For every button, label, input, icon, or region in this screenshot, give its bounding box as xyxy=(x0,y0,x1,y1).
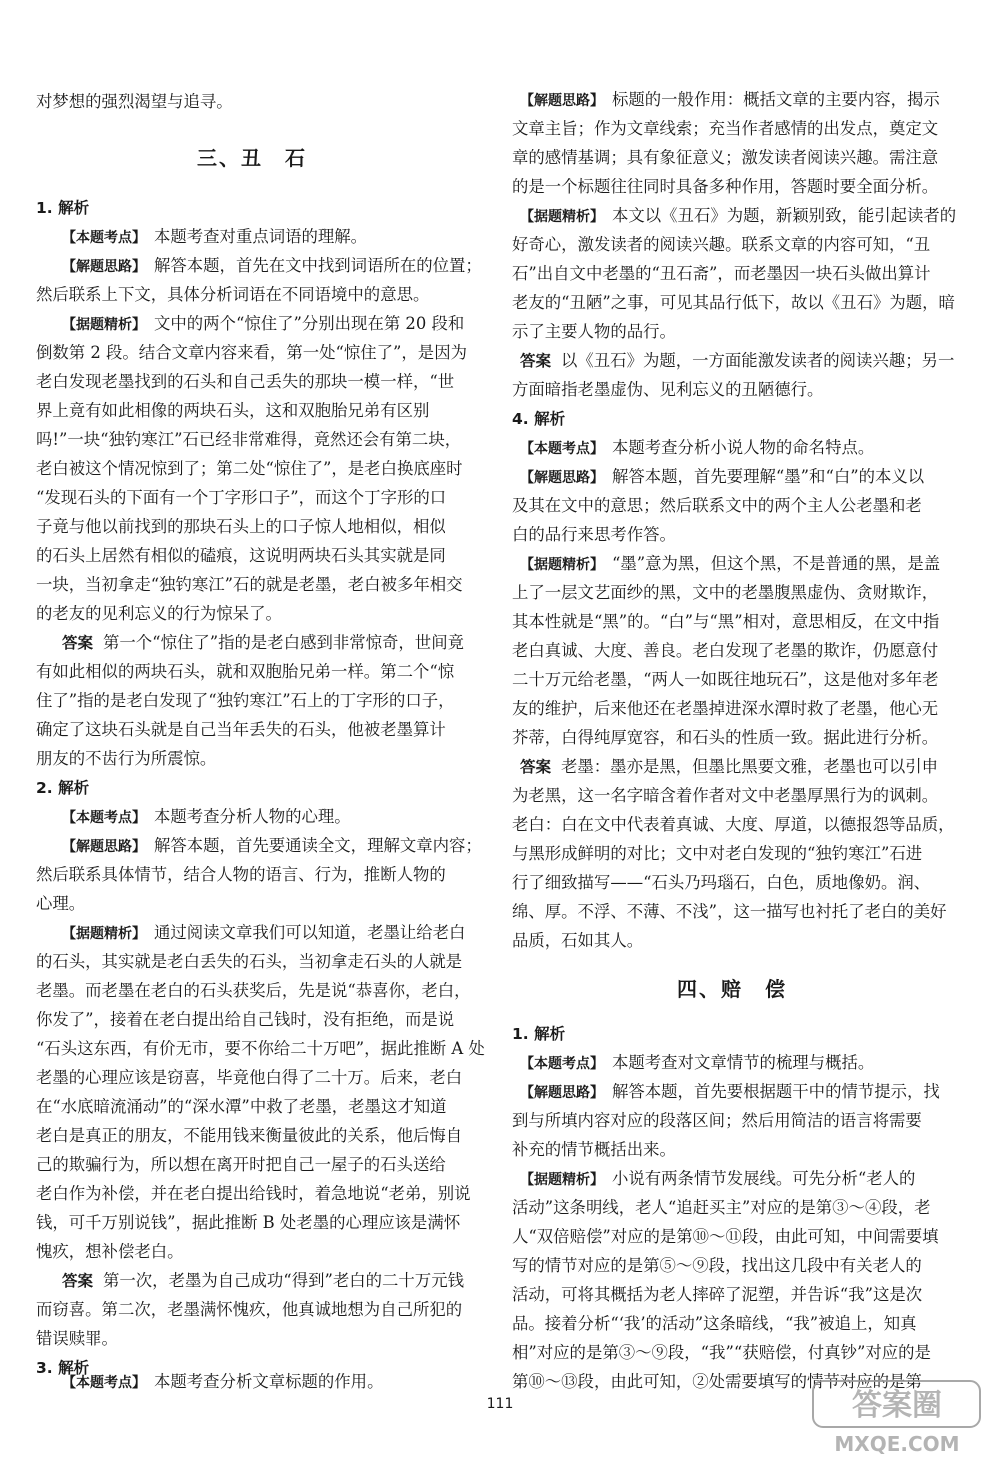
q1-answer-line: 答案 第一个“惊住了”指的是老白感到非常惊奇，世间竟 xyxy=(62,633,464,652)
q3-idea-line: 章的感情基调；具有象征意义；激发读者阅读兴趣。需注意 xyxy=(512,148,939,167)
q2-detail-line: 你发了”，接着在老白提出给自己钱时，没有拒绝，而是说 xyxy=(36,1010,455,1029)
q4-answer-line: 行了细致描写——“石头乃玛瑙石，白色，质地像奶。润、 xyxy=(512,873,931,892)
q1-answer-line: 住了”指的是老白发现了“独钓寒江”石上的丁字形的口子， xyxy=(36,691,455,710)
q4-answer-line: 答案 老墨：墨亦是黑，但墨比黑要文雅，老墨也可以引申 xyxy=(520,757,938,776)
q1-label: 1. 解析 xyxy=(36,199,90,217)
intro-line: 对梦想的强烈渴望与追寻。 xyxy=(36,92,233,111)
q1-detail-line: 【据题精析】 文中的两个“惊住了”分别出现在第 20 段和 xyxy=(62,314,465,333)
q3-focus: 【本题考点】 本题考查分析文章标题的作用。 xyxy=(62,1372,384,1391)
q4-detail-line: 老白真诚、大度、善良。老白发现了老墨的欺诈，仍愿意付 xyxy=(512,641,939,660)
q4-answer-line: 为老黑，这一名字暗含着作者对文中老墨厚黑行为的讽刺。 xyxy=(512,786,939,805)
q3-detail-line: 石”出自文中老墨的“丑石斋”，而老墨因一块石头做出算计 xyxy=(512,264,931,283)
p4-q1-idea-line: 【解题思路】 解答本题，首先要根据题干中的情节提示，找 xyxy=(520,1082,940,1101)
q2-detail-line: 老墨的心理应该是窃喜，毕竟他白得了二十万。后来，老白 xyxy=(36,1068,463,1087)
q2-detail-line: 老墨。而老墨在老白的石头获奖后，先是说“恭喜你，老白， xyxy=(36,981,471,1000)
q1-answer-line: 朋友的不齿行为所震惊。 xyxy=(36,749,217,768)
q2-idea-line: 然后联系具体情节，结合人物的语言、行为，推断人物的 xyxy=(36,865,446,884)
q1-answer-line: 确定了这块石头就是自己当年丢失的石头，他被老墨算计 xyxy=(36,720,446,739)
p4-q1-detail-line: 【据题精析】 小说有两条情节发展线。可先分析“老人的 xyxy=(520,1169,916,1188)
q4-detail-line: 【据题精析】 “墨”意为黑，但这个黑，不是普通的黑，是盖 xyxy=(520,554,941,573)
q3-detail-line: 好奇心，激发读者的阅读兴趣。联系文章的内容可知，“丑 xyxy=(512,235,931,254)
q4-detail-line: 二十万元给老墨，“两人一如既往地玩石”，这是他对多年老 xyxy=(512,670,939,689)
q3-detail-line: 老友的“丑陋”之事，可见其品行低下，故以《丑石》为题，暗 xyxy=(512,293,955,312)
q1-detail-line: “发现石头的下面有一个丁字形口子”，而这个丁字形的口 xyxy=(36,488,447,507)
q2-detail-line: 钱，可千万别说钱”，据此推断 B 处老墨的心理应该是满怀 xyxy=(36,1213,461,1232)
p4-q1-detail-line: 活动，可将其概括为老人摔碎了泥塑，并告诉“我”这是次 xyxy=(512,1285,923,1304)
p4-q1-detail-line: 品。接着分析“‘我’的活动”这条暗线，“我”被追上，知真 xyxy=(512,1314,917,1333)
q1-idea-line: 【解题思路】 解答本题，首先在文中找到词语所在的位置； xyxy=(62,256,482,275)
q1-idea-line: 然后联系上下文，具体分析词语在不同语境中的意思。 xyxy=(36,285,430,304)
watermark-logo xyxy=(809,1377,984,1457)
q2-detail-line: 老白是真正的朋友，不能用钱来衡量彼此的关系，他后悔自 xyxy=(36,1126,463,1145)
q1-detail-line: 吗!”一块“独钓寒江”石已经非常难得，竟然还会有第二块， xyxy=(36,430,462,449)
q2-detail-line: “石头这东西，有价无市，要不你给二十万吧”，据此推断 A 处 xyxy=(36,1039,485,1058)
q4-idea-line: 【解题思路】 解答本题，首先要理解“墨”和“白”的本义以 xyxy=(520,467,925,486)
q4-detail-line: 芥蒂，白得纯厚宽容，和石头的性质一致。据此进行分析。 xyxy=(512,728,939,747)
p4-q1-detail-line: 相”对应的是第③～⑨段，“我”“获赔偿，付真钞”对应的是 xyxy=(512,1343,931,1362)
p4-q1-detail-line: 活动”这条明线，老人“追赶买主”对应的是第③～④段，老 xyxy=(512,1198,931,1217)
p4-q1-label: 1. 解析 xyxy=(512,1025,566,1043)
q2-answer-line: 错误赎罪。 xyxy=(36,1329,118,1348)
p4-q1-focus: 【本题考点】 本题考查对文章情节的梳理与概括。 xyxy=(520,1053,875,1072)
q4-answer-line: 品质，石如其人。 xyxy=(512,931,644,950)
p4-q1-idea-line: 到与所填内容对应的段落区间；然后用简洁的语言将需要 xyxy=(512,1111,922,1130)
q4-answer-line: 老白：白在文中代表着真诚、大度、厚道，以德报怨等品质， xyxy=(512,815,955,834)
q2-detail-line: 在“水底暗流涌动”的“深水潭”中救了老墨，老墨这才知道 xyxy=(36,1097,447,1116)
q3-detail-line: 【据题精析】 本文以《丑石》为题，新颖别致，能引起读者的 xyxy=(520,206,957,225)
q3-label: 3. 解析 xyxy=(36,1359,90,1377)
q1-detail-line: 老白被这个情况惊到了；第二处“惊住了”，是老白换底座时 xyxy=(36,459,463,478)
q4-idea-line: 及其在文中的意思；然后联系文中的两个主人公老墨和老 xyxy=(512,496,922,515)
watermark-cn: 答案圈 xyxy=(852,1388,942,1423)
q2-answer-line: 而窃喜。第二次，老墨满怀愧疚，他真诚地想为自己所犯的 xyxy=(36,1300,463,1319)
q2-focus: 【本题考点】 本题考查分析人物的心理。 xyxy=(62,807,351,826)
page-number: 111 xyxy=(486,1396,514,1412)
q3-answer-line: 方面暗指老墨虚伪、见利忘义的丑陋德行。 xyxy=(512,380,824,399)
q3-idea-line: 的是一个标题往往同时具备多种作用，答题时要全面分析。 xyxy=(512,177,939,196)
watermark-url: MXQE.COM xyxy=(834,1432,960,1456)
q1-detail-line: 老白发现老墨找到的石头和自己丢失的那块一模一样，“世 xyxy=(36,372,455,391)
q3-detail-line: 示了主要人物的品行。 xyxy=(512,322,676,341)
q4-answer-line: 与黑形成鲜明的对比；文中对老白发现的“独钓寒江”石进 xyxy=(512,844,923,863)
q4-detail-line: 友的维护，后来他还在老墨掉进深水潭时救了老墨，他心无 xyxy=(512,699,939,718)
q1-focus: 【本题考点】 本题考查对重点词语的理解。 xyxy=(62,227,368,246)
q4-focus: 【本题考点】 本题考查分析小说人物的命名特点。 xyxy=(520,438,875,457)
q2-idea-line: 【解题思路】 解答本题，首先要通读全文，理解文章内容； xyxy=(62,836,482,855)
q1-detail-line: 的老友的见利忘义的行为惊呆了。 xyxy=(36,604,282,623)
section-title-pei-chang: 四、赔 偿 xyxy=(677,977,787,1001)
q2-idea-line: 心理。 xyxy=(36,894,86,913)
p4-q1-detail-line: 第⑩～⑬段，由此可知，②处需要填写的情节对应的是第 xyxy=(512,1372,922,1391)
q2-detail-line: 【据题精析】 通过阅读文章我们可以知道，老墨让给老白 xyxy=(62,923,466,942)
section-title-chou-shi: 三、丑 石 xyxy=(197,146,307,170)
q1-detail-line: 子竟与他以前找到的那块石头上的口子惊人地相似，相似 xyxy=(36,517,446,536)
q4-idea-line: 白的品行来思考作答。 xyxy=(512,525,676,544)
q2-detail-line: 愧疚，想补偿老白。 xyxy=(36,1242,184,1261)
p4-q1-idea-line: 补充的情节概括出来。 xyxy=(512,1140,676,1159)
q4-answer-line: 绵、厚。不浮、不薄、不浅”，这一描写也衬托了老白的美好 xyxy=(512,902,947,921)
p4-q1-detail-line: 写的情节对应的是第⑤～⑨段，找出这几段中有关老人的 xyxy=(512,1256,922,1275)
q3-answer-line: 答案 以《丑石》为题，一方面能激发读者的阅读兴趣；另一 xyxy=(520,351,955,370)
q2-detail-line: 的石头，其实就是老白丢失的石头，当初拿走石头的人就是 xyxy=(36,952,463,971)
q2-answer-line: 答案 第一次，老墨为自己成功“得到”老白的二十万元钱 xyxy=(62,1271,464,1290)
q1-answer-line: 有如此相似的两块石头，就和双胞胎兄弟一样。第二个“惊 xyxy=(36,662,455,681)
q1-detail-line: 的石头上居然有相似的磕痕，这说明两块石头其实就是同 xyxy=(36,546,446,565)
q3-idea-line: 文章主旨；作为文章线索；充当作者感情的出发点，奠定文 xyxy=(512,119,939,138)
q4-label: 4. 解析 xyxy=(512,410,566,428)
q2-detail-line: 己的欺骗行为，所以想在离开时把自己一屋子的石头送给 xyxy=(36,1155,446,1174)
q3-idea-line: 【解题思路】 标题的一般作用：概括文章的主要内容，揭示 xyxy=(520,90,940,109)
q1-detail-line: 倒数第 2 段。结合文章内容来看，第一处“惊住了”，是因为 xyxy=(36,343,467,362)
q1-detail-line: 一块，当初拿走“独钓寒江”石的就是老墨，老白被多年相交 xyxy=(36,575,463,594)
q1-detail-line: 界上竟有如此相像的两块石头，这和双胞胎兄弟有区别 xyxy=(36,401,430,420)
q4-detail-line: 上了一层文艺面纱的黑，文中的老墨腹黑虚伪、贪财欺诈， xyxy=(512,583,939,602)
q2-detail-line: 老白作为补偿，并在老白提出给钱时，着急地说“老弟，别说 xyxy=(36,1184,471,1203)
q4-detail-line: 其本性就是“黑”的。“白”与“黑”相对，意思相反，在文中指 xyxy=(512,612,940,631)
q2-label: 2. 解析 xyxy=(36,779,90,797)
p4-q1-detail-line: 人“双倍赔偿”对应的是第⑩～⑪段，由此可知，中间需要填 xyxy=(512,1227,939,1246)
